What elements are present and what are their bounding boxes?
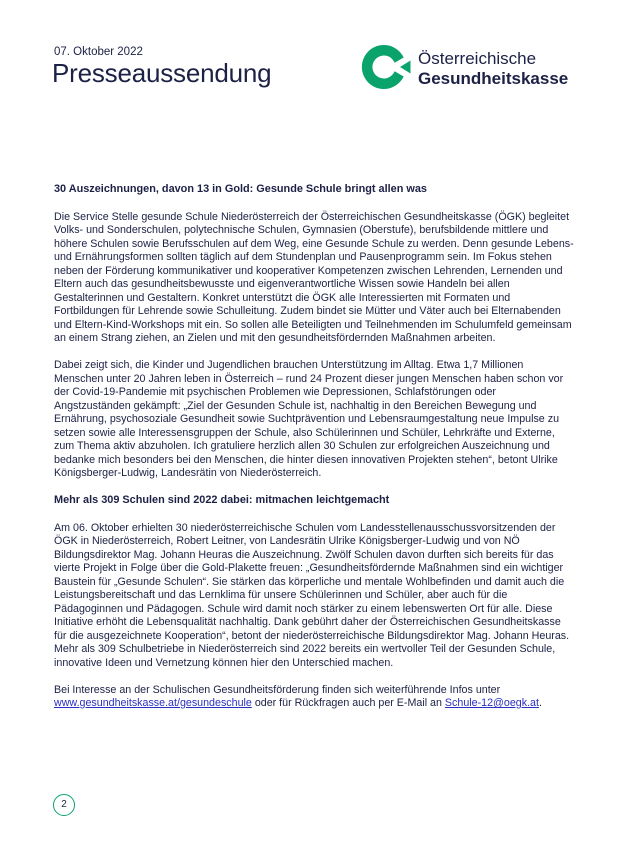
paragraph-award-ceremony: Am 06. Oktober erhielten 30 niederösterreichische Schulen vom Landesstellenausschussvorsitzenden der ÖGK in Niederösterreich, Robert Leitner, von Landesrätin Ulrike Königsberger-Ludwig und von NÖ Bildungsdirektor Mag. Johann Heuras die Auszeichnung. Zwölf Schulen davon durften sich bereits für das vierte Projekt in Folge über die Gold-Plakette freuen: „Gesundheitsfördernde Maßnahmen sind ein wichtiger Baustein für „Gesunde Schulen“. Sie stärken das körperliche und mentale Wohlbefinden und damit auch die Leistungsbereitschaft und das Lernklima für unsere Schülerinnen und Schüler, aber auch für die Pädagoginnen und Pädagogen. Schule wird damit noch stärker zu einem lebenswerten Ort für alle. Diese Initiative erhöht die Lebensqualität nachhaltig. Dank gebührt daher der Österreichischen Gesundheitskasse für die ausgezeichnete Kooperation“, betont der niederösterreichische Bildungsdirektor Mag. Johann Heuras. Mehr als 309 Schulbetriebe in Niederösterreich sind 2022 bereits ein wertvoller Teil der Gesunden Schule, innovative Ideen und Vernetzung können hier den Unterschied machen. xyxy=(54,521,570,669)
date: 07. Oktober 2022 xyxy=(54,46,143,58)
paragraph-service-stelle: Die Service Stelle gesunde Schule Niederösterreich der Österreichischen Gesundheitskasse (ÖGK) begleitet Volks- und Sonderschulen, polytechnische Schulen, Gymnasien (Oberstufe), berufsbildende mittlere und höhere Schulen sowie Berufsschulen auf dem Weg, eine Gesunde Schule zu werden. Denn gesunde Lebens- und Ernährungsformen sollten täglich auf dem Stundenplan und Pausenprogramm sein. Im Fokus stehen neben der Förderung kommunikativer und kooperativer Kompetenzen zwischen Lehrenden, Lernenden und Eltern auch das gesundheitsbewusste und eigenverantwortliche Wissen sowie Handeln bei allen Gestalterinnen und Gestaltern. Konkret unterstützt die ÖGK alle Interessierten mit Formaten und Fortbildungen für Lehrende sowie Schulleitung. Zudem bindet sie Mütter und Väter auch bei Elternabenden und Eltern-Kind-Workshops mit ein. So sollen alle Beteiligten und Teilnehmenden im Schulumfeld gemeinsam an einem Strang ziehen, an Zielen und mit den gesundheitsfördernden Maßnahmen arbeiten. xyxy=(54,210,574,344)
paragraph-contact xyxy=(54,684,574,711)
oegk-logo-icon xyxy=(358,40,412,94)
page-number: 2 xyxy=(53,794,75,816)
email-link[interactable]: Schule-12@oegk.at xyxy=(444,697,539,709)
contact-text-mid: oder für Rückfragen auch per E-Mail an xyxy=(251,697,445,709)
paragraph-support: Dabei zeigt sich, die Kinder und Jugendlichen brauchen Unterstützung im Alltag. Etwa 1,7 Millionen Menschen unter 20 Jahren leben in Österreich – rund 24 Prozent dieser jungen Menschen haben schon vor der Covid-19-Pandemie mit psychischen Problemen wie Depressionen, Schlafstörungen oder Angstzuständen gekämpft: „Ziel der Gesunden Schule ist, nachhaltig in den Bereichen Bewegung und Ernährung, psychosoziale Gesundheit sowie Suchtprävention und Lebensraumgestaltung neue Impulse zu setzen sowie alle Interessensgruppen der Schule, also Schülerinnen und Schüler, Lehrkräfte und Externe, zum Thema aktiv abzuholen. Ich gratuliere herzlich allen 30 Schulen zur erfolgreichen Auszeichnung und bedanke mich besonders bei den Menschen, die hinter diesen innovativen Projekten stehen“, betont Ulrike Königsberger-Ludwig, Landesrätin von Niederösterreich. xyxy=(54,359,564,479)
heading-awards: 30 Auszeichnungen, davon 13 in Gold: Gesunde Schule bringt allen was xyxy=(54,183,427,195)
page-title: Presseaussendung xyxy=(52,58,272,88)
oegk-logo xyxy=(358,40,588,94)
heading-schools: Mehr als 309 Schulen sind 2022 dabei: mitmachen leichtgemacht xyxy=(54,494,390,506)
contact-text-start: Bei Interesse an der Schulischen Gesundheitsförderung finden sich weiterführende Infos unter xyxy=(54,683,501,696)
logo-text-line1: Österreichische xyxy=(418,49,537,68)
website-link[interactable]: www.gesundheitskasse.at/gesundeschule xyxy=(54,697,252,709)
logo-text-line2: Gesundheitskasse xyxy=(418,69,569,88)
contact-text-end: . xyxy=(538,697,542,709)
article-body xyxy=(54,183,574,724)
